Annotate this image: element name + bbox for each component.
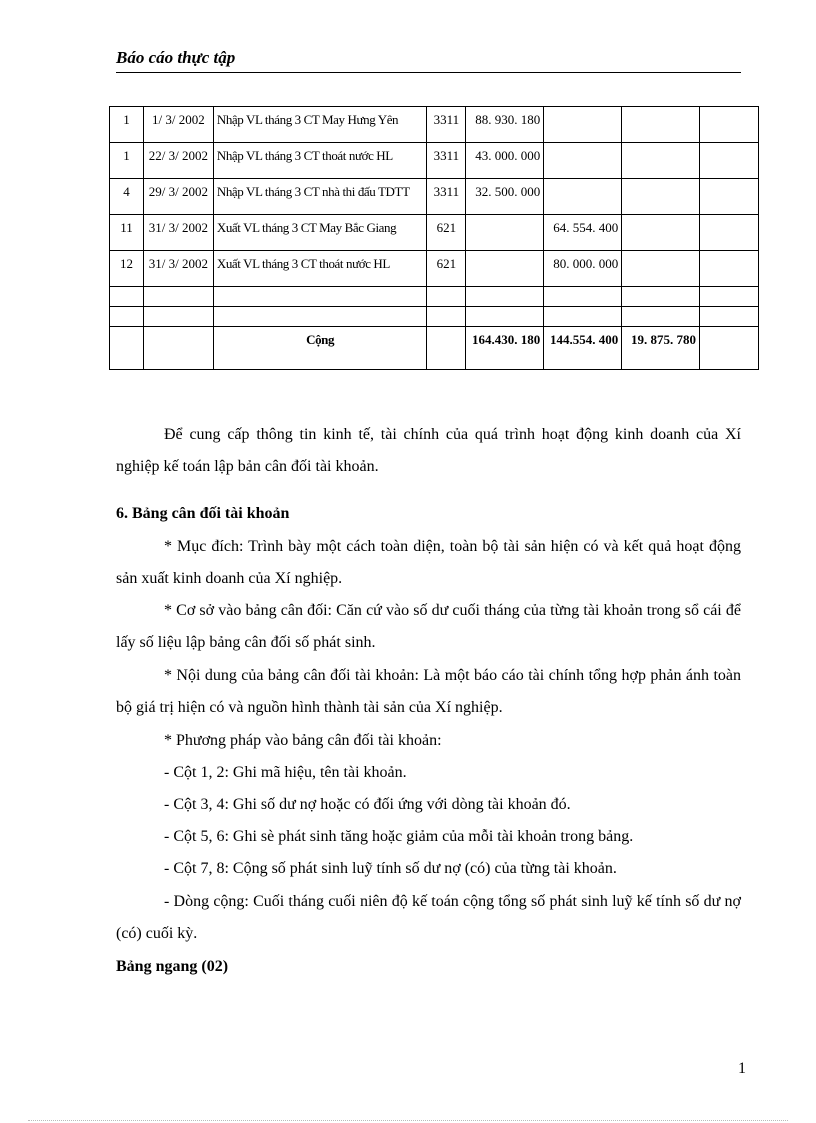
- row-balance: [622, 215, 700, 251]
- column-1-2-item: - Cột 1, 2: Ghi mã hiệu, tên tài khoản.: [164, 764, 407, 781]
- row-debit: [466, 215, 544, 251]
- row-number: 4: [110, 179, 144, 215]
- row-description: Nhập VL tháng 3 CT nhà thi đấu TDTT: [213, 179, 427, 215]
- row-number: 11: [110, 215, 144, 251]
- row-date: 31/ 3/ 2002: [143, 251, 213, 287]
- row-balance: [622, 107, 700, 143]
- row-description: Nhập VL tháng 3 CT May Hưng Yên: [213, 107, 427, 143]
- basis-paragraph: * Cơ sở vào bảng cân đối: Căn cứ vào số dư cuối tháng của từng tài khoản trong sổ cái để lấy số liệu lập bảng cân đối số phát sinh.: [116, 602, 741, 651]
- column-7-8-item: - Cột 7, 8: Cộng số phát sinh luỹ tính số dư nợ (có) của từng tài khoản.: [164, 860, 617, 877]
- table-row-empty: [110, 287, 759, 307]
- row-debit: 32. 500. 000: [466, 179, 544, 215]
- table-reference: Bảng ngang (02): [116, 958, 229, 975]
- table-row: [110, 179, 759, 215]
- row-description: Xuất VL tháng 3 CT thoát nước HL: [213, 251, 427, 287]
- row-account: 3311: [427, 143, 466, 179]
- table-row: [110, 215, 759, 251]
- row-account: 621: [427, 215, 466, 251]
- column-3-4-item: - Cột 3, 4: Ghi số dư nợ hoặc có đối ứng với dòng tài khoản đó.: [164, 796, 571, 813]
- total-credit: 144.554. 400: [544, 327, 622, 370]
- row-debit: [466, 251, 544, 287]
- row-account: 3311: [427, 107, 466, 143]
- row-description: Xuất VL tháng 3 CT May Bắc Giang: [213, 215, 427, 251]
- row-balance: [622, 251, 700, 287]
- column-5-6-item: - Cột 5, 6: Ghi sè phát sinh tăng hoặc giảm của mỗi tài khoản trong bảng.: [164, 828, 634, 845]
- total-debit: 164.430. 180: [466, 327, 544, 370]
- table-row: [110, 107, 759, 143]
- row-account: 3311: [427, 179, 466, 215]
- row-credit: [544, 179, 622, 215]
- ledger-body: [110, 107, 759, 370]
- row-credit: 80. 000. 000: [544, 251, 622, 287]
- total-label: Cộng: [213, 327, 427, 370]
- total-row-item: - Dòng cộng: Cuối tháng cuối niên độ kế toán cộng tổng số phát sinh luỹ kế tính số dư nợ (có) cuối kỳ.: [116, 893, 741, 942]
- row-balance: [622, 143, 700, 179]
- row-debit: 43. 000. 000: [466, 143, 544, 179]
- row-account: 621: [427, 251, 466, 287]
- method-paragraph: * Phương pháp vào bảng cân đối tài khoản:: [164, 732, 442, 749]
- row-credit: [544, 143, 622, 179]
- table-row-total: [110, 327, 759, 370]
- row-credit: [544, 107, 622, 143]
- row-number: 1: [110, 143, 144, 179]
- row-number: 1: [110, 107, 144, 143]
- page-number: 1: [738, 1060, 746, 1077]
- table-row: [110, 251, 759, 287]
- total-balance: 19. 875. 780: [622, 327, 700, 370]
- table-row: [110, 143, 759, 179]
- row-credit: 64. 554. 400: [544, 215, 622, 251]
- row-date: 29/ 3/ 2002: [143, 179, 213, 215]
- row-date: 31/ 3/ 2002: [143, 215, 213, 251]
- purpose-paragraph: * Mục đích: Trình bày một cách toàn diện, toàn bộ tài sản hiện có và kết quả hoạt động sản xuất kinh doanh của Xí nghiệp.: [116, 538, 741, 587]
- row-debit: 88. 930. 180: [466, 107, 544, 143]
- footer-divider: [28, 1120, 788, 1121]
- row-date: 1/ 3/ 2002: [143, 107, 213, 143]
- row-date: 22/ 3/ 2002: [143, 143, 213, 179]
- content-paragraph: * Nội dung của bảng cân đối tài khoản: Là một báo cáo tài chính tổng hợp phản ánh toàn bộ giá trị hiện có và nguồn hình thành tài sản của Xí nghiệp.: [116, 667, 741, 716]
- page-header-title: Báo cáo thực tập: [116, 48, 741, 73]
- row-number: 12: [110, 251, 144, 287]
- intro-paragraph: Để cung cấp thông tin kinh tế, tài chính của quá trình hoạt động kinh doanh của Xí nghiệp kế toán lập bản cân đối tài khoản.: [116, 426, 741, 475]
- row-description: Nhập VL tháng 3 CT thoát nước HL: [213, 143, 427, 179]
- row-balance: [622, 179, 700, 215]
- table-row-empty: [110, 307, 759, 327]
- section-heading: 6. Bảng cân đối tài khoản: [116, 505, 290, 522]
- ledger-table: [109, 106, 759, 370]
